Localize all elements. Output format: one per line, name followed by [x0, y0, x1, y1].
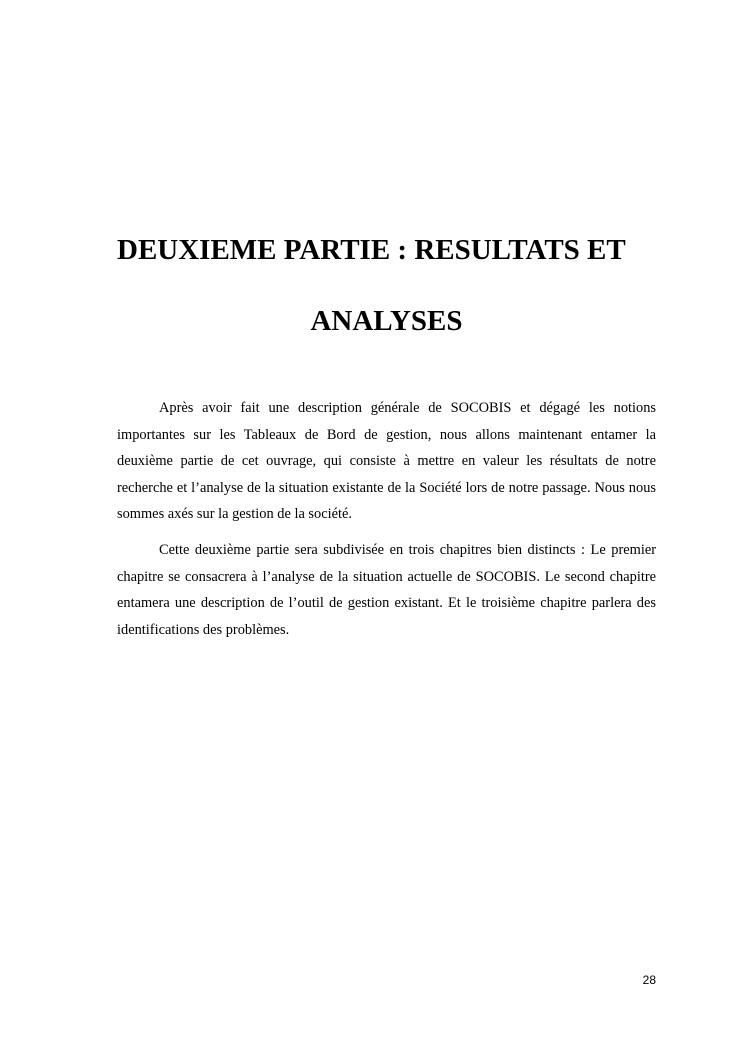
part-title-line-2: ANALYSES [310, 305, 463, 337]
part-title-line-1: DEUXIEME PARTIE : RESULTATS ET [117, 234, 626, 266]
intro-paragraph: Après avoir fait une description générale de SOCOBIS et dégagé les notions importantes sur les Tableaux de Bord de gestion, nous allons maintenant entamer la deuxième partie de cet ouvrage, qui consiste à mettre en valeur les résultats de notre recherche et l’analyse de la situation existante de la Société lors de notre passage. Nous nous sommes axés sur la gestion de la société. [117, 400, 656, 523]
body-text [117, 395, 656, 652]
page-number: 28 [642, 973, 656, 987]
outline-paragraph: Cette deuxième partie sera subdivisée en trois chapitres bien distincts : Le premier chapitre se consacrera à l’analyse de la situation actuelle de SOCOBIS. Le second chapitre entamera une description de l’outil de gestion existant. Et le troisième chapitre parlera des identifications des problèmes. [117, 541, 656, 638]
